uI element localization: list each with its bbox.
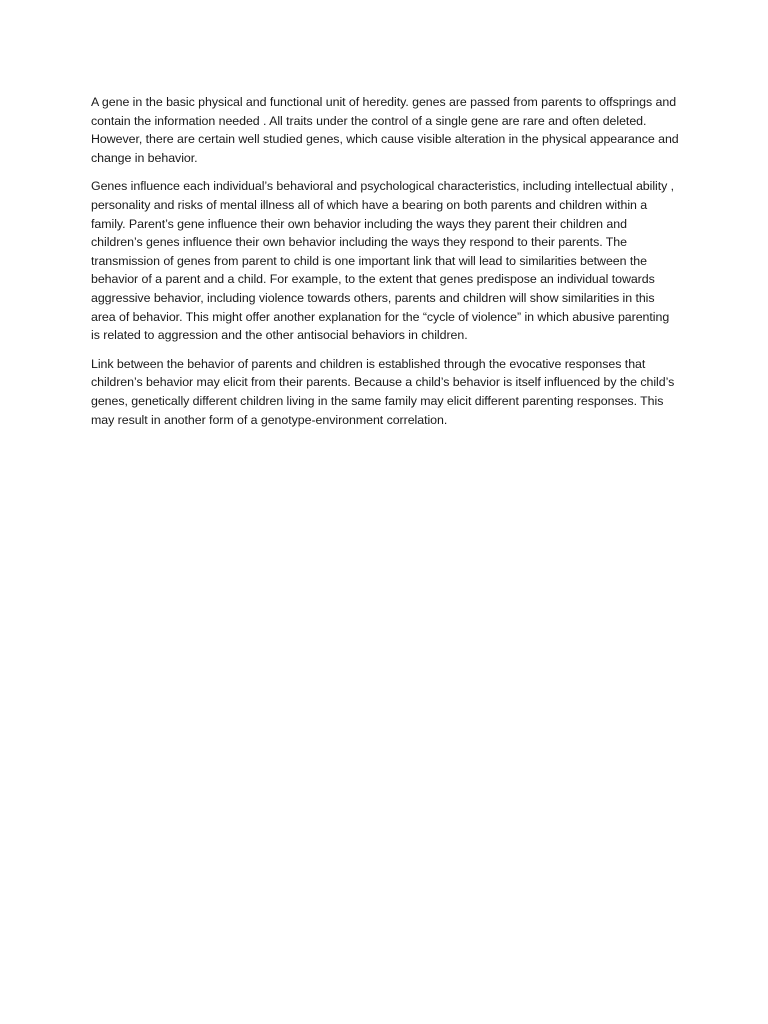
- paragraph-3: Link between the behavior of parents and children is established through the evocative responses that children’s behavior may elicit from their parents. Because a child’s behavior is itself influenced by the child’s genes, genetically different children living in the same family may elicit different parenting responses. This may result in another form of a genotype-environment correlation.: [91, 356, 675, 427]
- paragraph-2: Genes influence each individual’s behavioral and psychological characteristics, including intellectual ability , personality and risks of mental illness all of which have a bearing on both parents and children within a family. Parent’s gene influence their own behavior including the ways they parent their children and children’s genes influence their own behavior including the ways they respond to their parents. The transmission of genes from parent to child is one important link that will lead to similarities between the behavior of a parent and a child. For example, to the extent that genes predispose an individual towards aggressive behavior, including violence towards others, parents and children will show similarities in this area of behavior. This might offer another explanation for the “cycle of violence” in which abusive parenting is related to aggression and the other antisocial behaviors in children.: [91, 179, 675, 343]
- paragraph-1: A gene in the basic physical and functional unit of heredity. genes are passed from parents to offsprings and contain the information needed . All traits under the control of a single gene are rare and often deleted. However, there are certain well studied genes, which cause visible alteration in the physical appearance and change in behavior.: [91, 95, 679, 165]
- document-body: [91, 93, 681, 439]
